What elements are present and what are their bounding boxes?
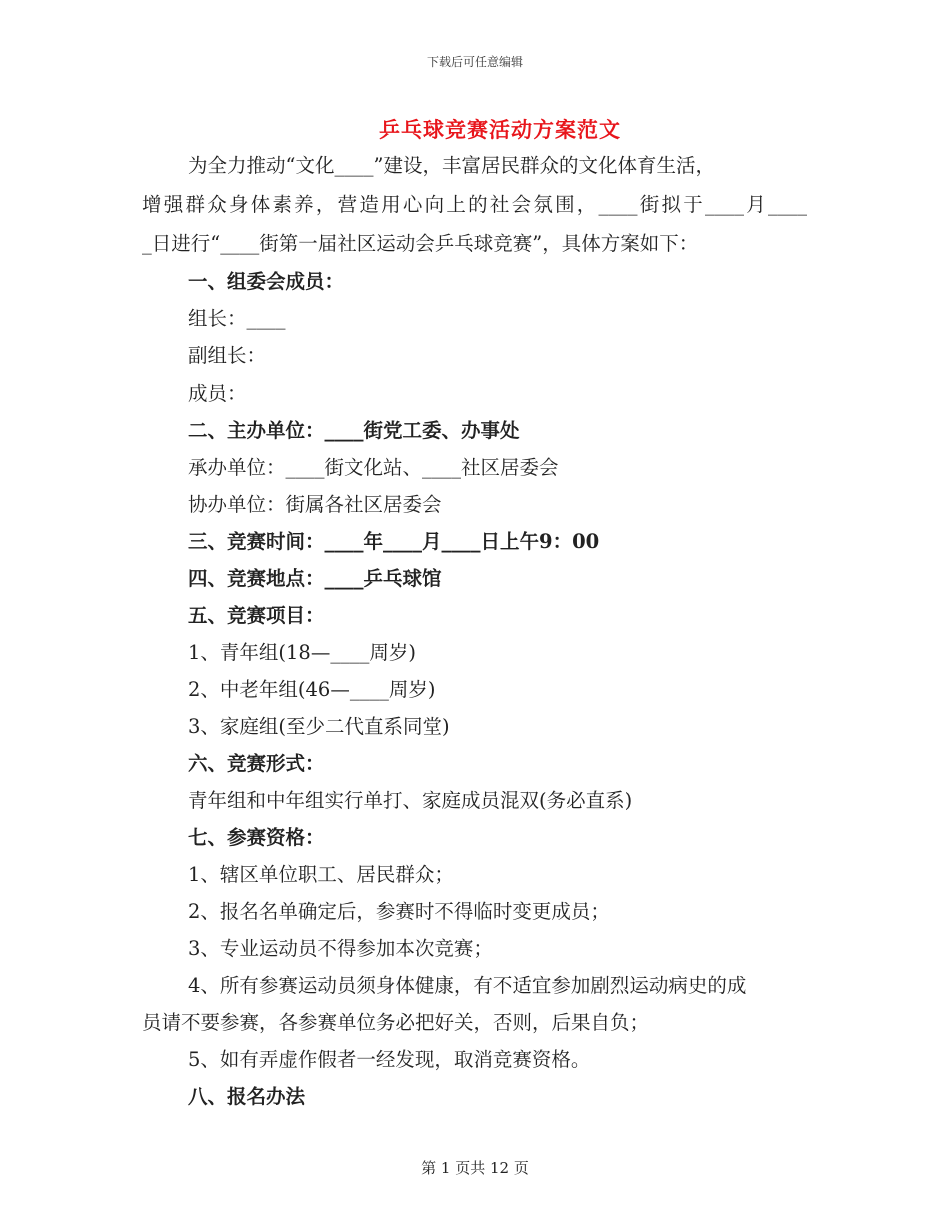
list-item: 2、中老年组(46—____周岁) bbox=[188, 678, 436, 701]
section-heading-eligibility: 七、参赛资格： bbox=[188, 826, 325, 849]
list-item: 成员： bbox=[188, 382, 247, 405]
list-item: 4、所有参赛运动员须身体健康，有不适宜参加剧烈运动病史的成 bbox=[188, 974, 747, 997]
list-item: 1、辖区单位职工、居民群众； bbox=[188, 863, 454, 886]
list-item: 员请不要参赛，各参赛单位务必把好关，否则，后果自负； bbox=[142, 1011, 650, 1034]
section-heading-time: 三、竞赛时间：____年____月____日上午9：00 bbox=[188, 530, 600, 553]
intro-line-3: _日进行“____街第一届社区运动会乒乓球竞赛”，具体方案如下： bbox=[142, 232, 699, 255]
list-item: 1、青年组(18—____周岁) bbox=[188, 641, 416, 664]
section-heading-registration: 八、报名办法 bbox=[188, 1085, 306, 1108]
list-item: 2、报名名单确定后，参赛时不得临时变更成员； bbox=[188, 900, 610, 923]
document-title: 乒乓球竞赛活动方案范文 bbox=[379, 117, 621, 142]
list-item: 承办单位：____街文化站、____社区居委会 bbox=[188, 456, 559, 479]
list-item: 组长：____ bbox=[188, 307, 286, 330]
section-heading-committee: 一、组委会成员： bbox=[188, 270, 345, 293]
header-note: 下载后可任意编辑 bbox=[426, 55, 523, 69]
list-item: 青年组和中年组实行单打、家庭成员混双(务必直系) bbox=[188, 789, 633, 812]
section-heading-venue: 四、竞赛地点：____乒乓球馆 bbox=[188, 567, 442, 590]
section-heading-events: 五、竞赛项目： bbox=[188, 604, 325, 627]
list-item: 5、如有弄虚作假者一经发现，取消竞赛资格。 bbox=[188, 1048, 591, 1071]
list-item: 3、家庭组(至少二代直系同堂) bbox=[188, 715, 450, 738]
section-heading-host: 二、主办单位：____街党工委、办事处 bbox=[188, 419, 520, 442]
page-number: 第 1 页共 12 页 bbox=[421, 1159, 529, 1177]
list-item: 协办单位：街属各社区居委会 bbox=[188, 493, 442, 516]
intro-line-1: 为全力推动“文化____”建设，丰富居民群众的文化体育生活， bbox=[188, 154, 715, 177]
list-item: 3、专业运动员不得参加本次竞赛； bbox=[188, 937, 493, 960]
list-item: 副组长： bbox=[188, 344, 267, 367]
section-heading-format: 六、竞赛形式： bbox=[188, 752, 325, 775]
intro-line-2: 增强群众身体素养，营造用心向上的社会氛围，____街拟于____月____ bbox=[142, 193, 807, 216]
